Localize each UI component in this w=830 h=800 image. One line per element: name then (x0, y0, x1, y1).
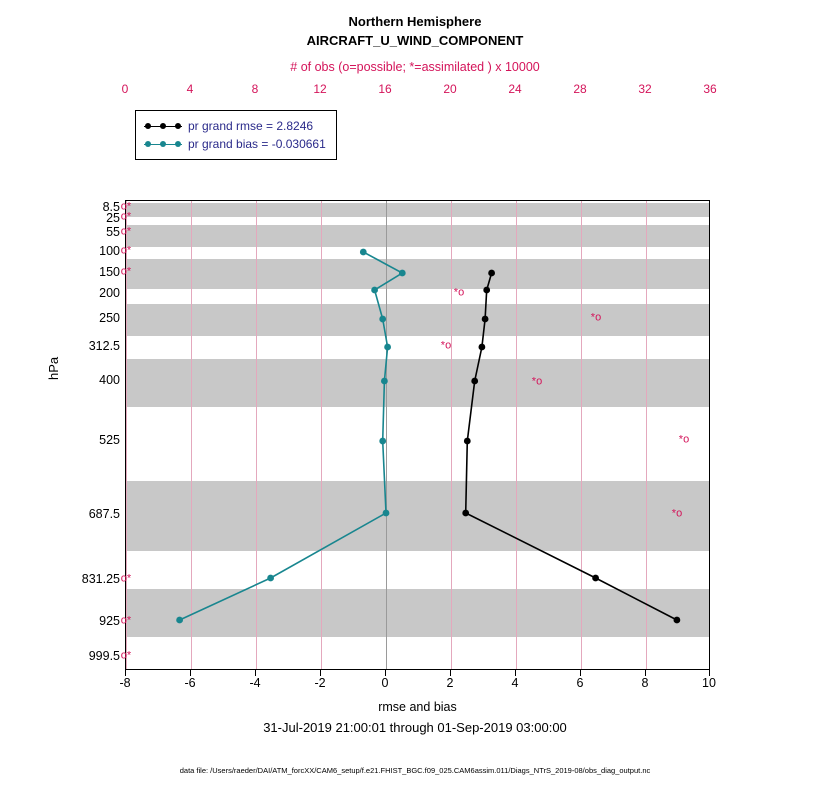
top-tick-2: 8 (251, 82, 259, 96)
top-tick-4: 16 (378, 82, 392, 96)
y-tick-250: 250 (99, 311, 120, 325)
series-rmse-point (464, 438, 471, 445)
x-tick-4: 4 (511, 676, 519, 690)
y-tick-312.5: 312.5 (88, 339, 120, 353)
series-bias-point (371, 287, 378, 294)
series-bias-point (379, 438, 386, 445)
legend-line-rmse (144, 120, 182, 132)
series-bias-point (381, 378, 388, 385)
y-tick-25: 25 (106, 211, 120, 225)
obs-marker: *o (590, 311, 602, 324)
x-tick-8: 8 (641, 676, 649, 690)
series-bias-point (379, 316, 386, 323)
y-tick-55: 55 (106, 225, 120, 239)
y-tick-687.5: 687.5 (88, 507, 120, 521)
obs-marker: *o (531, 375, 543, 388)
series-rmse-point (483, 287, 490, 294)
y-tick-831.25: 831.25 (81, 572, 120, 586)
x-tick--4: -4 (249, 676, 261, 690)
top-tick-1: 4 (186, 82, 194, 96)
series-bias-point (384, 344, 391, 351)
series-bias-point (267, 575, 274, 582)
obs-marker: o* (120, 614, 132, 627)
top-tick-5: 20 (443, 82, 457, 96)
legend-label-rmse: pr grand rmse = 2.8246 (188, 119, 314, 133)
obs-marker: *o (453, 286, 465, 299)
y-axis-ticks (60, 200, 120, 670)
obs-marker: o* (120, 265, 132, 278)
series-rmse-point (462, 510, 469, 517)
obs-marker: *o (671, 507, 683, 520)
y-tick-8.5: 8.5 (102, 200, 120, 214)
x-tick--2: -2 (314, 676, 326, 690)
series-rmse-line (466, 273, 677, 620)
x-axis-label: rmse and bias (378, 700, 457, 714)
y-tick-400: 400 (99, 373, 120, 387)
x-tick--8: -8 (119, 676, 131, 690)
legend-entry-rmse (144, 117, 326, 135)
top-tick-3: 12 (313, 82, 327, 96)
y-axis-label: hPa (46, 356, 61, 380)
top-axis-label: # of obs (o=possible; *=assimilated ) x 10000 (290, 60, 540, 74)
x-tick-0: 0 (381, 676, 389, 690)
top-tick-8: 32 (638, 82, 652, 96)
obs-marker: o* (120, 244, 132, 257)
obs-marker: *o (440, 339, 452, 352)
series-bias-point (360, 249, 367, 256)
date-range-caption: 31-Jul-2019 21:00:01 through 01-Sep-2019 03:00:00 (263, 720, 567, 735)
series-rmse-point (488, 270, 495, 277)
y-tick-100: 100 (99, 244, 120, 258)
series-rmse-point (592, 575, 599, 582)
top-tick-9: 36 (703, 82, 717, 96)
obs-marker: o* (120, 200, 132, 213)
x-tick-10: 10 (702, 676, 716, 690)
y-tick-525: 525 (99, 433, 120, 447)
legend-label-bias: pr grand bias = -0.030661 (188, 137, 326, 151)
series-rmse-point (674, 617, 681, 624)
series-bias-line (180, 252, 403, 620)
series-bias-point (399, 270, 406, 277)
chart-title (0, 12, 830, 50)
y-tick-925: 925 (99, 614, 120, 628)
x-tick-6: 6 (576, 676, 584, 690)
series-rmse-point (479, 344, 486, 351)
plot-area (125, 200, 710, 670)
series-lines (126, 201, 710, 670)
top-tick-7: 28 (573, 82, 587, 96)
y-tick-150: 150 (99, 265, 120, 279)
y-tick-200: 200 (99, 286, 120, 300)
x-tick-2: 2 (446, 676, 454, 690)
y-tick-999.5: 999.5 (88, 649, 120, 663)
title-line-1: Northern Hemisphere (348, 14, 482, 29)
obs-marker: o* (120, 210, 132, 223)
x-tick--6: -6 (184, 676, 196, 690)
series-bias-point (176, 617, 183, 624)
legend-entry-bias (144, 135, 326, 153)
series-rmse-point (482, 316, 489, 323)
top-tick-0: 0 (121, 82, 129, 96)
obs-marker: o* (120, 225, 132, 238)
data-file-caption: data file: /Users/raeder/DAI/ATM_forcXX/CAM6_setup/f.e21.FHIST_BGC.f09_025.CAM6assim.011/Diags_NTrS_2019-08/obs_diag_output.nc (179, 766, 651, 775)
series-bias-point (383, 510, 390, 517)
obs-marker: *o (678, 433, 690, 446)
title-line-2: AIRCRAFT_U_WIND_COMPONENT (306, 33, 524, 48)
obs-marker: o* (120, 572, 132, 585)
top-tick-6: 24 (508, 82, 522, 96)
obs-marker: o* (120, 649, 132, 662)
legend-line-bias (144, 138, 182, 150)
chart-legend (135, 110, 337, 160)
series-rmse-point (471, 378, 478, 385)
